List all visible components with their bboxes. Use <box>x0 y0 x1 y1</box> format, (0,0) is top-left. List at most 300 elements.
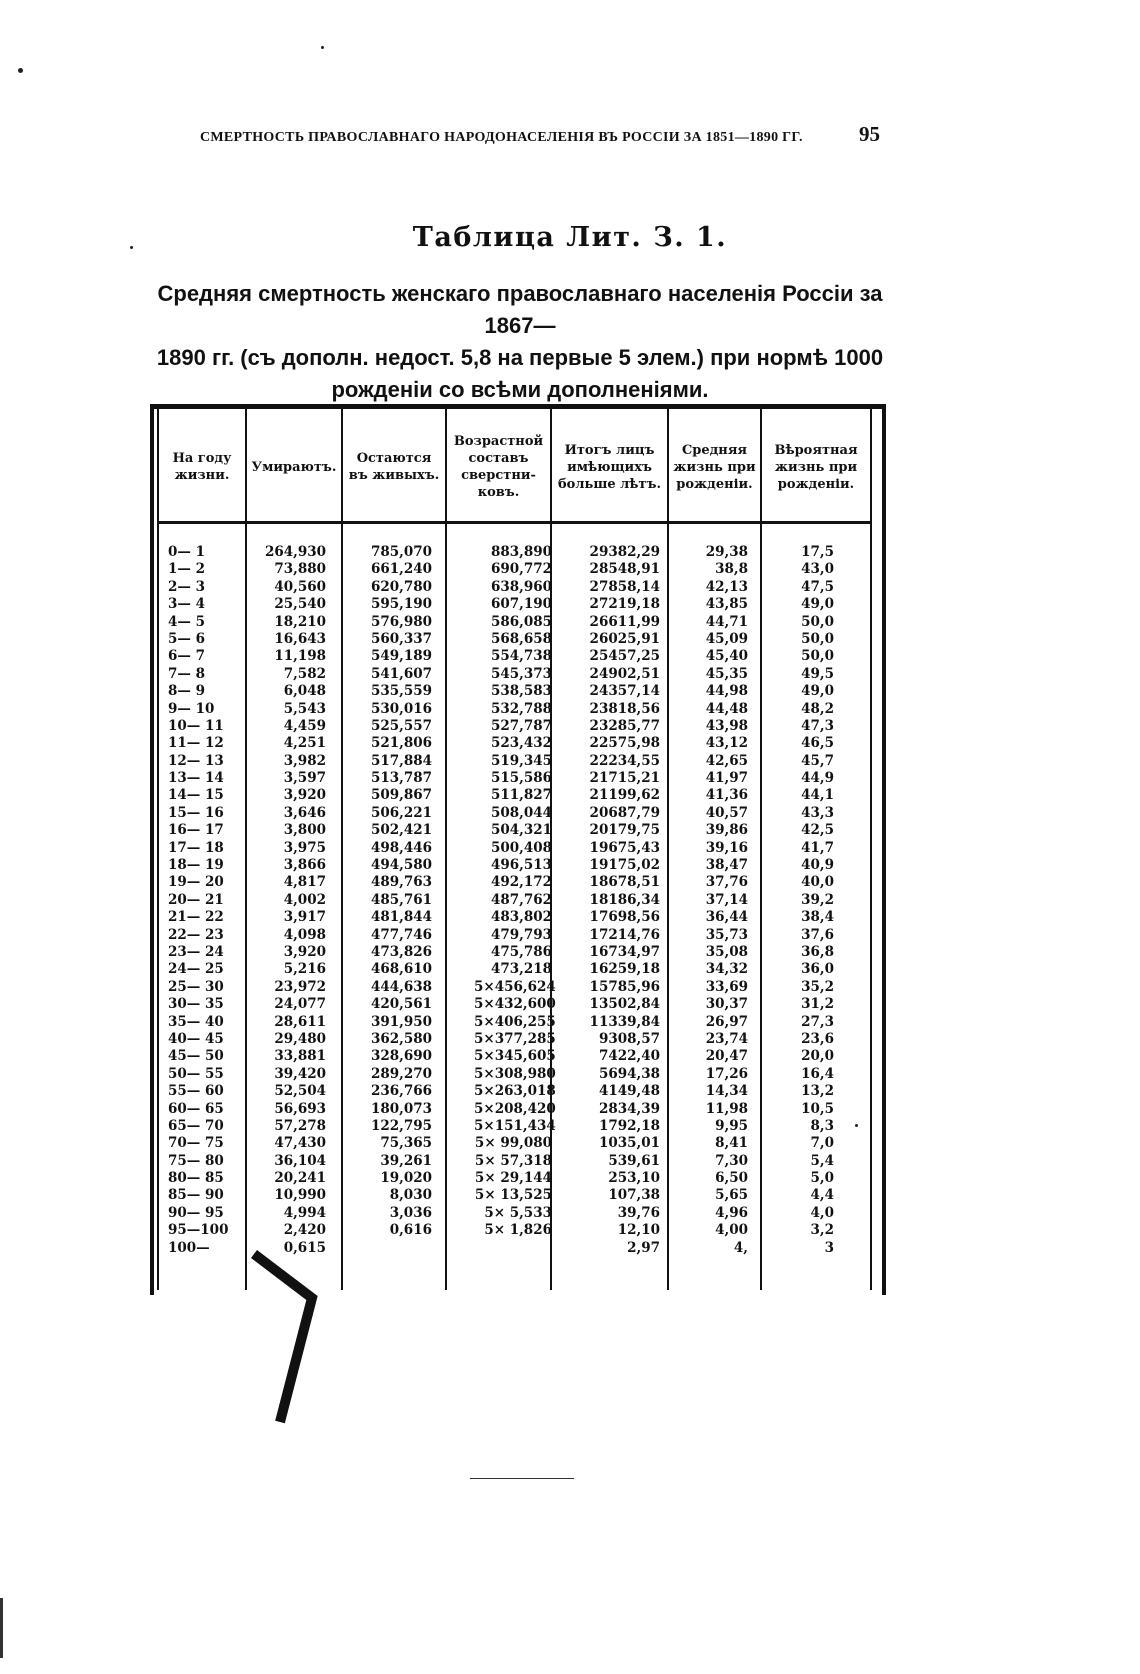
table-cell: 5,216 <box>283 961 326 978</box>
table-cell: 5×208,420 <box>474 1100 556 1117</box>
table-cell: 475,786 <box>490 943 552 960</box>
table-cell: 20— 21 <box>168 891 224 908</box>
table-cell: 3— 4 <box>168 596 205 613</box>
table-cell: 38,47 <box>705 857 748 874</box>
table-cell: 44,48 <box>705 700 748 717</box>
table-cell: 30,37 <box>705 996 748 1013</box>
table-cell: 29,480 <box>274 1030 326 1047</box>
table-cell: 3,975 <box>283 839 326 856</box>
table-cell: 49,0 <box>801 596 834 613</box>
table-cell: 545,373 <box>490 665 552 682</box>
table-cell: 8,3 <box>810 1117 834 1134</box>
table-cell: 549,189 <box>370 648 432 665</box>
table-cell: 7,30 <box>715 1152 748 1169</box>
table-cell: 568,658 <box>490 630 552 647</box>
table-cell: 23,6 <box>801 1030 834 1047</box>
table-cell: 29382,29 <box>589 544 660 560</box>
column-probable-life <box>788 544 834 1257</box>
table-cell: 22— 23 <box>168 926 224 943</box>
column-separator <box>245 409 247 1290</box>
column-separator <box>341 409 343 1290</box>
table-cell: 9308,57 <box>598 1030 660 1047</box>
table-cell: 42,65 <box>705 752 748 769</box>
table-cell: 39,86 <box>705 822 748 839</box>
table-cell: 47,430 <box>274 1135 326 1152</box>
table-cell: 50,0 <box>801 613 834 630</box>
table-cell: 4,251 <box>283 735 326 752</box>
table-cell: 508,044 <box>490 804 552 821</box>
table-cell: 31,2 <box>801 996 834 1013</box>
table-cell: 23,972 <box>274 978 326 995</box>
table-cell: 15785,96 <box>589 978 660 995</box>
table-cell: 50,0 <box>801 648 834 665</box>
table-cell: 479,793 <box>490 926 552 943</box>
table-cell: 498,446 <box>370 839 432 856</box>
table-cell: 22234,55 <box>589 752 660 769</box>
header-probable-life: Вѣроятная жизнь при рожденіи. <box>774 442 858 492</box>
table-cell: 12,10 <box>617 1222 660 1239</box>
table-cell: 420,561 <box>370 996 432 1013</box>
table-cell: 5×456,624 <box>474 978 556 995</box>
table-cell: 661,240 <box>370 561 432 578</box>
table-cell: 28548,91 <box>589 561 660 578</box>
table-cell: 40— 45 <box>168 1030 224 1047</box>
table-cell: 20687,79 <box>589 804 660 821</box>
table-cell: 17698,56 <box>589 909 660 926</box>
table-cell: 2— 3 <box>168 578 205 595</box>
table-frame-inner-rule <box>870 409 872 1290</box>
table-cell: 37,76 <box>705 874 748 891</box>
table-cell: 49,5 <box>801 665 834 682</box>
table-cell: 73,880 <box>274 561 326 578</box>
table-cell: 1— 2 <box>168 561 205 578</box>
table-cell: 560,337 <box>370 630 432 647</box>
table-cell: 10— 11 <box>168 717 224 734</box>
table-frame-inner-rule <box>157 409 159 1290</box>
table-cell: 391,950 <box>370 1013 432 1030</box>
table-cell: 6,50 <box>715 1170 748 1187</box>
table-cell: 289,270 <box>370 1065 432 1082</box>
table-cell: 595,190 <box>370 596 432 613</box>
table-cell: 15— 16 <box>168 804 224 821</box>
table-cell: 576,980 <box>370 613 432 630</box>
table-cell: 49,0 <box>801 683 834 700</box>
table-cell: 4, <box>733 1239 748 1256</box>
table-cell: 5× 1,826 <box>484 1222 552 1239</box>
table-cell: 7,0 <box>810 1135 834 1152</box>
table-cell: 42,5 <box>801 822 834 839</box>
table-cell: 17,26 <box>705 1065 748 1082</box>
scan-edge-mark <box>0 1598 3 1658</box>
table-cell: 2,420 <box>283 1222 326 1239</box>
table-cell: 16,4 <box>801 1065 834 1082</box>
table-cell: 41,36 <box>705 787 748 804</box>
table-cell: 444,638 <box>370 978 432 995</box>
table-cell: 90— 95 <box>168 1204 224 1221</box>
table-cell: 43,85 <box>705 596 748 613</box>
table-cell: 44,98 <box>705 683 748 700</box>
table-cell: 494,580 <box>370 857 432 874</box>
table-cell: 44,1 <box>801 787 834 804</box>
table-cell: 521,806 <box>370 735 432 752</box>
table-cell: 6,048 <box>283 683 326 700</box>
table-cell: 23818,56 <box>589 700 660 717</box>
table-cell: 1035,01 <box>598 1135 660 1152</box>
table-cell: 26611,99 <box>589 613 660 630</box>
column-separator <box>445 409 447 1290</box>
table-cell: 539,61 <box>608 1152 660 1169</box>
table-cell: 16259,18 <box>589 961 660 978</box>
table-cell: 328,690 <box>370 1048 432 1065</box>
table-cell: 9,95 <box>715 1117 748 1134</box>
column-separator <box>667 409 669 1290</box>
table-cell: 35,08 <box>705 943 748 960</box>
table-cell: 253,10 <box>608 1170 660 1187</box>
table-cell: 2,97 <box>627 1239 660 1256</box>
table-cell: 39,420 <box>274 1065 326 1082</box>
table-cell: 107,38 <box>608 1187 660 1204</box>
table-cell: 13— 14 <box>168 770 224 787</box>
table-cell: 492,172 <box>490 874 552 891</box>
table-cell: 13,2 <box>801 1083 834 1100</box>
table-cell: 4149,48 <box>598 1083 660 1100</box>
table-cell: 24357,14 <box>589 683 660 700</box>
table-cell: 515,586 <box>490 770 552 787</box>
running-head-title: СМЕРТНОСТЬ ПРАВОСЛАВНАГО НАРОДОНАСЕЛЕНІЯ ВЪ РОССІИ ЗА 1851—1890 ГГ. <box>200 130 803 145</box>
table-cell: 36,0 <box>801 961 834 978</box>
table-cell: 473,826 <box>370 943 432 960</box>
table-cell: 8,030 <box>389 1187 432 1204</box>
table-cell: 477,746 <box>370 926 432 943</box>
table-cell <box>356 1240 432 1257</box>
column-mean-life <box>690 544 748 1257</box>
table-cell: 4,459 <box>283 717 326 734</box>
table-cell: 39,76 <box>617 1204 660 1221</box>
column-separator <box>760 409 762 1290</box>
table-cell: 30— 35 <box>168 996 224 1013</box>
table-cell: 57,278 <box>274 1117 326 1134</box>
table-cell: 25,540 <box>274 596 326 613</box>
table-cell: 5× 5,533 <box>484 1204 552 1221</box>
table-cell: 100— <box>168 1239 210 1256</box>
table-cell: 43,0 <box>801 561 834 578</box>
table-cell: 44,71 <box>705 613 748 630</box>
scan-speck <box>321 46 324 49</box>
table-cell: 3,800 <box>283 822 326 839</box>
pen-stroke-mark <box>250 1250 330 1426</box>
table-cell: 50,0 <box>801 630 834 647</box>
table-cell: 7422,40 <box>598 1048 660 1065</box>
table-cell: 23— 24 <box>168 943 224 960</box>
table-cell: 16— 17 <box>168 822 224 839</box>
table-cell: 33,881 <box>274 1048 326 1065</box>
table-cell: 36,44 <box>705 909 748 926</box>
table-cell: 0,616 <box>389 1222 432 1239</box>
table-cell: 52,504 <box>274 1083 326 1100</box>
table-cell: 3,866 <box>283 857 326 874</box>
table-cell: 39,261 <box>380 1152 432 1169</box>
table-cell: 509,867 <box>370 787 432 804</box>
table-cell: 55— 60 <box>168 1083 224 1100</box>
table-cell: 638,960 <box>490 578 552 595</box>
table-cell: 19— 20 <box>168 874 224 891</box>
table-cell: 513,787 <box>370 770 432 787</box>
table-cell: 21— 22 <box>168 909 224 926</box>
table-cell: 5×308,980 <box>474 1065 556 1082</box>
running-head <box>200 122 880 147</box>
table-cell: 519,345 <box>490 752 552 769</box>
table-cell: 362,580 <box>370 1030 432 1047</box>
table-cell: 530,016 <box>370 700 432 717</box>
column-cohort <box>474 544 556 1257</box>
table-cell: 26,97 <box>705 1013 748 1030</box>
table-cell: 24,077 <box>274 996 326 1013</box>
table-cell: 20,47 <box>705 1048 748 1065</box>
table-cell: 23285,77 <box>589 717 660 734</box>
page-number: 95 <box>859 122 880 146</box>
table-cell: 3,917 <box>283 909 326 926</box>
caption-line: Средняя смертность женскаго православнаго населенія Россіи за 1867— <box>157 281 883 338</box>
table-cell: 38,8 <box>715 561 748 578</box>
table-cell: 502,421 <box>370 822 432 839</box>
table-cell: 20,0 <box>801 1048 834 1065</box>
table-cell: 40,57 <box>705 804 748 821</box>
table-cell: 5×151,434 <box>474 1117 556 1134</box>
table-cell: 620,780 <box>370 578 432 595</box>
table-cell: 473,218 <box>490 961 552 978</box>
table-cell: 17,5 <box>801 544 834 560</box>
table-cell: 485,761 <box>370 891 432 908</box>
table-cell: 45,35 <box>705 665 748 682</box>
table-cell: 21199,62 <box>589 787 660 804</box>
table-cell: 607,190 <box>490 596 552 613</box>
table-cell: 5,543 <box>283 700 326 717</box>
table-cell: 37,14 <box>705 891 748 908</box>
table-cell: 36,8 <box>801 943 834 960</box>
table-cell: 27219,18 <box>589 596 660 613</box>
end-rule <box>470 1478 574 1479</box>
table-cell: 43,3 <box>801 804 834 821</box>
table-cell: 532,788 <box>490 700 552 717</box>
header-mean-life: Средняя жизнь при рожденіи. <box>673 442 756 492</box>
table-cell: 22575,98 <box>589 735 660 752</box>
table-cell: 28,611 <box>274 1013 326 1030</box>
table-cell: 535,559 <box>370 683 432 700</box>
table-cell: 5× 13,525 <box>474 1187 552 1204</box>
table-cell: 5,0 <box>810 1170 834 1187</box>
table-cell: 11,98 <box>705 1100 748 1117</box>
table-cell: 122,795 <box>370 1117 432 1134</box>
table-cell: 9— 10 <box>168 700 215 717</box>
table-cell: 11,198 <box>274 648 326 665</box>
table-cell: 45,7 <box>801 752 834 769</box>
table-cell: 95—100 <box>168 1222 229 1239</box>
table-cell: 44,9 <box>801 770 834 787</box>
table-cell: 5×432,600 <box>474 996 556 1013</box>
table-cell: 16734,97 <box>589 943 660 960</box>
table-cell: 75— 80 <box>168 1152 224 1169</box>
header-cohort: Возрастной составъ сверстни- ковъ. <box>453 434 544 500</box>
table-cell: 80— 85 <box>168 1170 224 1187</box>
table-cell: 56,693 <box>274 1100 326 1117</box>
table-cell: 5× 99,080 <box>474 1135 552 1152</box>
table-cell: 4,4 <box>810 1187 834 1204</box>
table-caption <box>150 278 890 406</box>
header-total-persons: Итогъ лицъ имѣющихъ больше лѣтъ. <box>558 442 661 492</box>
table-cell: 48,2 <box>801 700 834 717</box>
table-cell: 3,920 <box>283 943 326 960</box>
table-cell: 70— 75 <box>168 1135 224 1152</box>
table-cell: 10,5 <box>801 1100 834 1117</box>
header-age: На году жизни. <box>172 451 232 483</box>
table-cell: 17— 18 <box>168 839 224 856</box>
table-cell: 554,738 <box>490 648 552 665</box>
table-cell: 39,2 <box>801 891 834 908</box>
table-cell: 506,221 <box>370 804 432 821</box>
table-cell: 47,3 <box>801 717 834 734</box>
table-cell: 525,557 <box>370 717 432 734</box>
table-cell: 41,97 <box>705 770 748 787</box>
table-cell: 47,5 <box>801 578 834 595</box>
table-cell: 236,766 <box>370 1083 432 1100</box>
table-cell: 19675,43 <box>589 839 660 856</box>
table-cell: 18186,34 <box>589 891 660 908</box>
table-cell: 39,16 <box>705 839 748 856</box>
table-cell: 24902,51 <box>589 665 660 682</box>
table-cell: 511,827 <box>490 787 552 804</box>
table-cell: 16,643 <box>274 630 326 647</box>
table-cell: 504,321 <box>490 822 552 839</box>
table-cell: 17214,76 <box>589 926 660 943</box>
table-cell: 42,13 <box>705 578 748 595</box>
table-cell: 3,920 <box>283 787 326 804</box>
table-cell: 38,4 <box>801 909 834 926</box>
table-cell: 4,817 <box>283 874 326 891</box>
table-cell: 34,32 <box>705 961 748 978</box>
table-cell: 40,9 <box>801 857 834 874</box>
table-cell: 7,582 <box>283 665 326 682</box>
table-cell: 25— 30 <box>168 978 224 995</box>
table-cell: 18— 19 <box>168 857 224 874</box>
table-cell: 541,607 <box>370 665 432 682</box>
table-cell: 481,844 <box>370 909 432 926</box>
table-cell: 35,73 <box>705 926 748 943</box>
table-cell: 527,787 <box>490 717 552 734</box>
table-cell: 85— 90 <box>168 1187 224 1204</box>
table-cell: 5×263,018 <box>474 1083 556 1100</box>
table-cell: 21715,21 <box>589 770 660 787</box>
table-cell: 37,6 <box>801 926 834 943</box>
table-cell: 36,104 <box>274 1152 326 1169</box>
scan-speck <box>855 1124 858 1127</box>
table-cell: 517,884 <box>370 752 432 769</box>
table-cell: 5× 57,318 <box>474 1152 552 1169</box>
table-cell: 483,802 <box>490 909 552 926</box>
table-cell: 5×377,285 <box>474 1030 556 1047</box>
table-cell: 523,432 <box>490 735 552 752</box>
caption-line: рожденіи со всѣми дополненіями. <box>331 377 709 402</box>
table-cell: 4,002 <box>283 891 326 908</box>
table-cell <box>474 1240 552 1257</box>
table-cell: 468,610 <box>370 961 432 978</box>
table-cell: 883,890 <box>490 544 552 560</box>
table-cell: 264,930 <box>264 544 326 560</box>
table-cell: 4,098 <box>283 926 326 943</box>
table-cell: 25457,25 <box>589 648 660 665</box>
table-cell: 4,00 <box>715 1222 748 1239</box>
table-cell: 12— 13 <box>168 752 224 769</box>
table-cell: 3,597 <box>283 770 326 787</box>
table-cell: 24— 25 <box>168 961 224 978</box>
table-cell: 11— 12 <box>168 735 224 752</box>
table-cell: 3,982 <box>283 752 326 769</box>
table-cell: 5,65 <box>715 1187 748 1204</box>
table-cell: 5×345,605 <box>474 1048 556 1065</box>
table-cell: 3,646 <box>283 804 326 821</box>
table-cell: 7— 8 <box>168 665 205 682</box>
table-cell: 14,34 <box>705 1083 748 1100</box>
table-cell: 43,98 <box>705 717 748 734</box>
table-cell: 500,408 <box>490 839 552 856</box>
table-cell: 45— 50 <box>168 1048 224 1065</box>
table-cell: 4,0 <box>810 1204 834 1221</box>
table-cell: 18,210 <box>274 613 326 630</box>
table-cell: 18678,51 <box>589 874 660 891</box>
table-cell: 8,41 <box>715 1135 748 1152</box>
table-cell: 20,241 <box>274 1170 326 1187</box>
table-cell: 5,4 <box>810 1152 834 1169</box>
table-cell: 538,583 <box>490 683 552 700</box>
table-cell: 489,763 <box>370 874 432 891</box>
table-cell: 14— 15 <box>168 787 224 804</box>
table-cell: 3,036 <box>389 1204 432 1221</box>
header-separator <box>159 521 870 524</box>
table-cell: 33,69 <box>705 978 748 995</box>
table-cell: 19175,02 <box>589 857 660 874</box>
table-cell: 4— 5 <box>168 613 205 630</box>
table-cell: 496,513 <box>490 857 552 874</box>
scan-speck <box>18 68 23 73</box>
table-cell: 5× 29,144 <box>474 1170 552 1187</box>
table-cell: 11339,84 <box>589 1013 660 1030</box>
table-cell: 487,762 <box>490 891 552 908</box>
column-total-persons <box>566 544 660 1257</box>
caption-line: 1890 гг. (съ дополн. недост. 5,8 на первые 5 элем.) при нормѣ 1000 <box>156 345 884 370</box>
table-cell: 5×406,255 <box>474 1013 556 1030</box>
table-cell: 4,994 <box>283 1204 326 1221</box>
table-cell: 1792,18 <box>598 1117 660 1134</box>
column-age <box>168 544 234 1257</box>
table-cell: 5— 6 <box>168 630 205 647</box>
table-cell: 45,09 <box>705 630 748 647</box>
table-cell: 27858,14 <box>589 578 660 595</box>
table-cell: 23,74 <box>705 1030 748 1047</box>
table-cell: 8— 9 <box>168 683 205 700</box>
table-cell: 65— 70 <box>168 1117 224 1134</box>
table-cell: 43,12 <box>705 735 748 752</box>
table-cell: 3,2 <box>810 1222 834 1239</box>
table-cell: 586,085 <box>490 613 552 630</box>
table-cell: 690,772 <box>490 561 552 578</box>
table-cell: 2834,39 <box>598 1100 660 1117</box>
table-cell: 27,3 <box>801 1013 834 1030</box>
table-cell: 0— 1 <box>168 544 205 560</box>
table-cell: 5694,38 <box>598 1065 660 1082</box>
table-cell: 50— 55 <box>168 1065 224 1082</box>
table-cell: 60— 65 <box>168 1100 224 1117</box>
table-cell: 20179,75 <box>589 822 660 839</box>
table-cell: 13502,84 <box>589 996 660 1013</box>
